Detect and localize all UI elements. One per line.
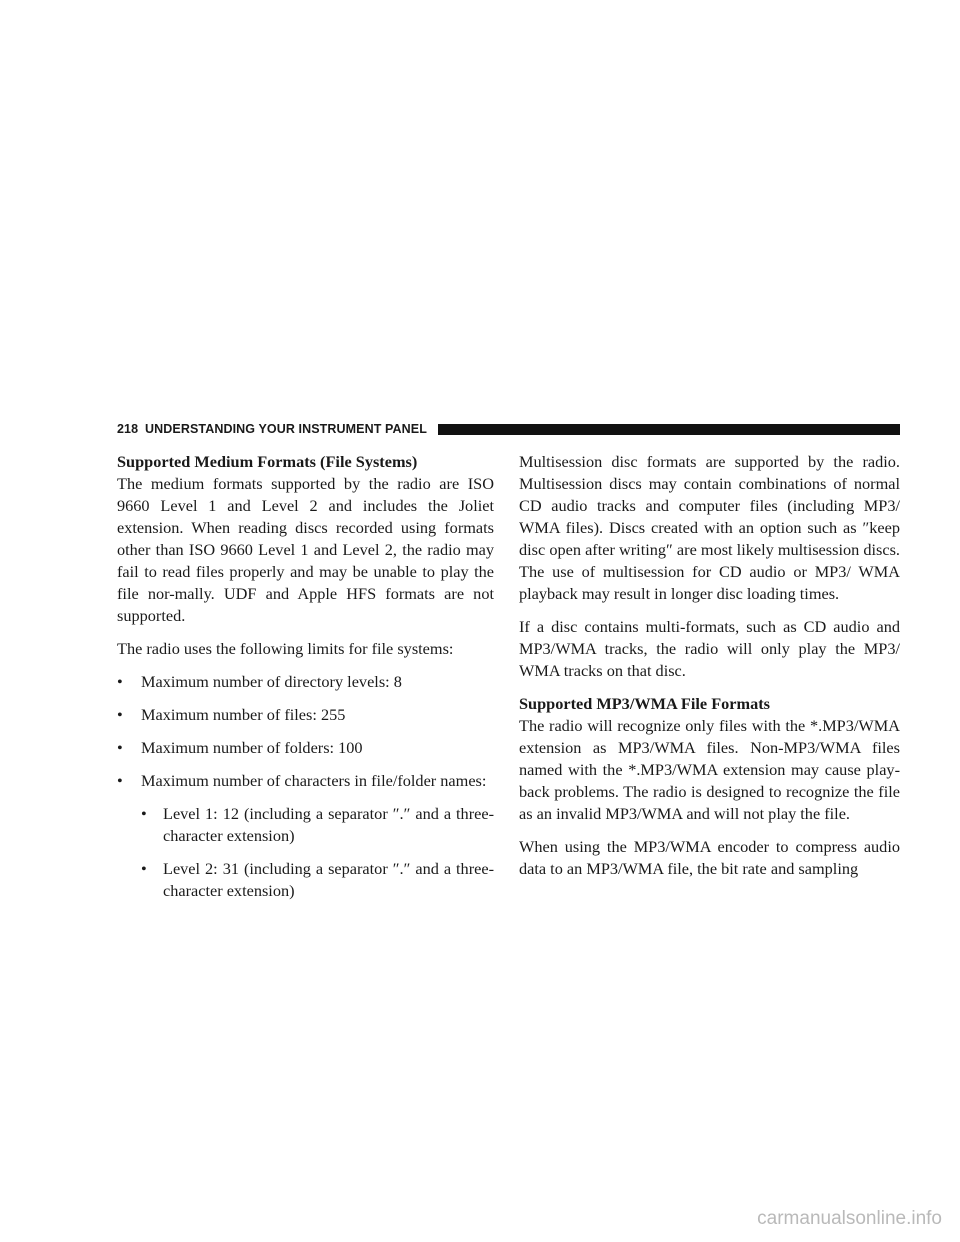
filename-length-sublist (117, 803, 494, 902)
list-item (117, 704, 494, 726)
bullet-icon: • (117, 672, 123, 691)
right-column (519, 451, 900, 891)
section-title: UNDERSTANDING YOUR INSTRUMENT PANEL (145, 422, 427, 436)
bullet-icon: • (117, 705, 123, 724)
paragraph-multisession: Multisession disc formats are supported by the radio. Multisession discs may contain combinations of normal CD audio tracks and computer files (including MP3/ WMA files). Discs created with an option such as ″keep disc open after writing″ are most likely multisession discs. The use of multisession for CD audio or MP3/ WMA playback may result in longer disc loading times. (519, 452, 900, 603)
paragraph-medium-formats: The medium formats supported by the radio are ISO 9660 Level 1 and Level 2 and includes the Joliet extension. When reading discs recorded using formats other than ISO 9660 Level 1 and Level 2, the radio may fail to read files properly and may be unable to play the file nor-mally. UDF and Apple HFS formats are not supported. (117, 474, 494, 625)
limits-list (117, 671, 494, 792)
list-item-text: Maximum number of directory levels: 8 (141, 672, 402, 691)
heading-supported-file-formats (519, 693, 900, 715)
page-header (117, 421, 900, 439)
watermark-link[interactable]: carmanualsonline.info (757, 1208, 942, 1229)
heading-text: Supported Medium Formats (File Systems) (117, 452, 418, 471)
paragraph-multi-formats: If a disc contains multi-formats, such as CD audio and MP3/WMA tracks, the radio will only play the MP3/ WMA tracks on that disc. (519, 617, 900, 680)
sub-list-item (141, 858, 494, 902)
header-rule (438, 424, 900, 435)
list-item (117, 737, 494, 759)
paragraph-limits-intro: The radio uses the following limits for file systems: (117, 639, 454, 658)
paragraph-file-extension: The radio will recognize only files with the *.MP3/WMA extension as MP3/WMA files. Non-MP3/WMA files named with the *.MP3/WMA extension may cause play-back problems. The radio is designed to recognize the file as an invalid MP3/WMA and will not play the file. (519, 716, 900, 823)
list-item-text: Maximum number of folders: 100 (141, 738, 363, 757)
heading-supported-medium-formats (117, 451, 494, 473)
bullet-icon: • (141, 859, 147, 878)
sub-list-item-text: Level 2: 31 (including a separator ″.″ and a three-character extension) (163, 859, 494, 900)
bullet-icon: • (117, 738, 123, 757)
paragraph-encoder: When using the MP3/WMA encoder to compress audio data to an MP3/WMA file, the bit rate and sampling (519, 837, 900, 878)
left-column (117, 451, 494, 913)
list-item (117, 770, 494, 792)
bullet-icon: • (141, 804, 147, 823)
bullet-icon: • (117, 771, 123, 790)
sub-list-item (141, 803, 494, 847)
list-item-text: Maximum number of files: 255 (141, 705, 346, 724)
sub-list-item-text: Level 1: 12 (including a separator ″.″ and a three-character extension) (163, 804, 494, 845)
list-item-text: Maximum number of characters in file/folder names: (141, 771, 487, 790)
heading-text: Supported MP3/WMA File Formats (519, 694, 770, 713)
page-number: 218 (117, 422, 139, 436)
list-item (117, 671, 494, 693)
